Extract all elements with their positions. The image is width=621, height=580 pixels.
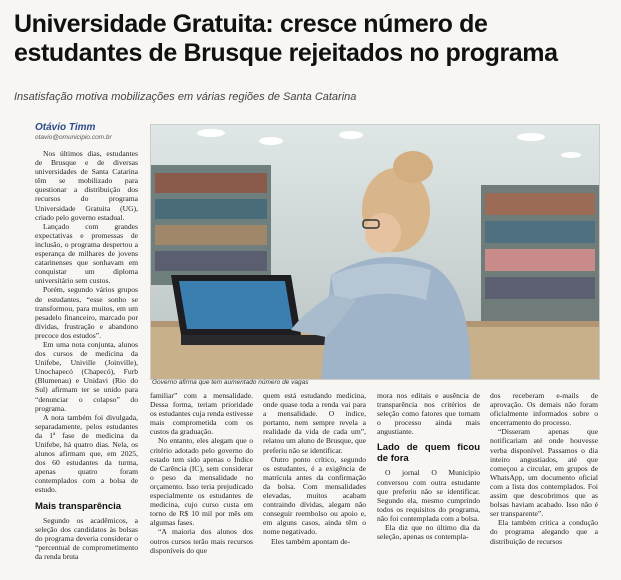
column-3 [263,391,366,580]
col3-paragraph: quem está estudando medicina, onde quase toda a renda vai para a mensalidade. O índice, portanto, nem sempre revela a realidade da vida de cada um”, relatou um aluno de Brusque, que preferiu não se identificar. [263,391,366,455]
col4-paragraph: O jornal O Município conversou com outra estudante que preferiu não se identificar. Segundo ela, mesmo cumprindo todos os requisitos do programa, não foi contemplada com a bolsa. [377,468,480,523]
subhead-mais-transparencia: Mais transparência [35,500,122,512]
column-5 [490,391,598,580]
col1-paragraph: A nota também foi divulgada, separadamente, pelos estudantes da 1ª fase de medicina da Unifebe, há quatro dias. Nela, os alunos afirmam que, em 2025, dos 60 estudantes da turma, apenas quatro foram contemplados com a bolsa de estudo. [35,412,138,495]
author-name: Otávio Timm [35,122,96,133]
article-photo [150,124,600,380]
col4-paragraph: mora nos editais e ausência de transparência nos critérios de seleção como fatores que tornam o processo ainda mais angustiante. [377,391,480,437]
col3-paragraph: Eles também apontam de- [271,536,351,546]
col4-paragraph: Ela diz que no último dia da seleção, apenas os contempla- [377,523,480,542]
photo-library-scene [151,125,599,379]
headline [14,10,614,68]
col5-paragraph: Ela também critica a condução do programa alegando que a distribuição de recursos [490,518,598,546]
col2-paragraph: “A maioria dos alunos dos outros cursos terão mais recursos disponíveis do que [150,527,253,555]
column-1 [35,149,138,580]
col5-paragraph: “Disseram apenas que notificariam até onde houvesse verba disponível. Passamos o dia inteiro angustiados, até que começou a circular, em grupos de WhatsApp, um documento oficial com a lista dos contemplados. Foi assim que descobrimos que as bolsas haviam acabado. Isso não é ser transparente”. [490,427,598,519]
col2-paragraph: familiar” com a mensalidade. Dessa forma, teriam prioridade os estudantes cuja renda estivesse mais comprometida com os custos da graduação. [150,391,253,437]
headline-line-2: estudantes de Brusque rejeitados no programa [14,39,558,67]
col1-paragraph: Porém, segundo vários grupos de estudantes, “esse sonho se transformou, para muitos, em um pesadelo financeiro, marcado por dívidas, frustração e abandono precoce dos estudos”. [35,285,138,340]
col1-paragraph: Em uma nota conjunta, alunos dos cursos de medicina da Unifebe, Univille (Joinville), Unochapecó (Chapecó), Furb (Blumenau) e Unidavi (Rio do Sul) afirmam ter se unido para “denunciar o colapso” do programa. [35,339,138,413]
col2-paragraph: No entanto, eles alegam que o critério adotado pelo governo do estado tem sido apenas o Índice de Carência (IC), sem considerar o peso da mensalidade no orçamento. Isso teria prejudicado especialmente os estudantes de medicina, cujo curso custa em torno de R$ 10 mil por mês em algumas fases. [150,436,253,528]
col5-paragraph: dos receberam e-mails de aprovação. Os demais não foram oficialmente informados sobre o encerramento do processo. [490,391,598,428]
photo-caption: Governo afirma que tem aumentado número de vagas [152,379,309,386]
col1-paragraph: Lançado com grandes expectativas e promessas de inclusão, o programa despertou a esperança de milhares de jovens catarinenses que sonhavam em conquistar um diploma universitário sem custos. [35,221,138,286]
col1-paragraph: Nos últimos dias, estudantes de Brusque e de diversas universidades de Santa Catarina têm se mobilizado para questionar a distribuição dos recursos do programa Universidade Gratuita (UG), criado pelo governo estadual. [35,149,138,222]
subhead-lado-de-quem-ficou-de-fora: Lado de quem ficou de fora [377,442,480,465]
headline-line-1: Universidade Gratuita: cresce número de [14,10,488,38]
author-email: otavio@omunicipio.com.br [35,134,112,141]
column-2 [150,391,253,580]
col3-paragraph: Outro ponto crítico, segundo os estudantes, é a exigência de matrícula antes da confirmação da bolsa. Com mensalidades elevadas, muitos acabam contraindo dívidas, alegam não conseguir reembolso ou apoio e, em alguns casos, ainda têm o nome negativado. [263,454,366,537]
column-4 [377,391,480,580]
deck: Insatisfação motiva mobilizações em várias regiões de Santa Catarina [14,91,357,103]
col1-paragraph: Segundo os acadêmicos, a seleção dos candidatos às bolsas do programa deveria considerar o “percentual de comprometimento da renda bruta [35,515,138,561]
